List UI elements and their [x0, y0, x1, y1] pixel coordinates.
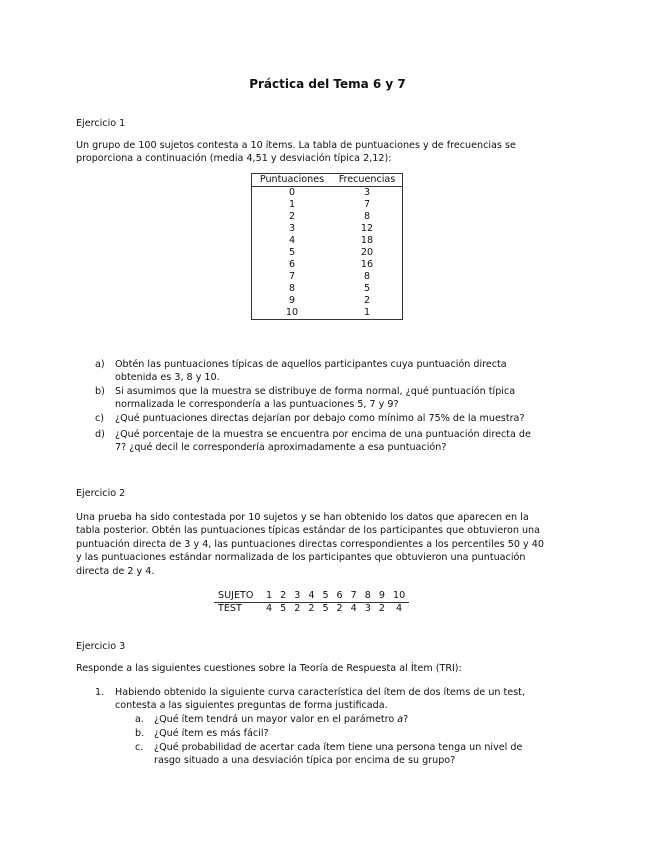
item-1-line-1: Habiendo obtenido la siguiente curva característica del ítem de dos ítems de un test,: [115, 687, 525, 698]
frecuencia-cell: 1: [363, 307, 371, 318]
frecuencia-cell: 2: [363, 295, 371, 306]
frecuencia-cell: 8: [363, 271, 371, 282]
sub-c-line-1: ¿Qué probabilidad de acertar cada ítem tiene una persona tenga un nivel de: [154, 742, 523, 753]
frecuencia-cell: 18: [360, 235, 374, 246]
question-c-marker: c): [95, 413, 105, 424]
test-cell: 2: [294, 603, 301, 614]
column-header-puntuaciones: Puntuaciones: [252, 174, 333, 187]
test-cell: 4: [266, 603, 273, 614]
sujeto-cell: 5: [318, 590, 332, 603]
test-cell: 2: [336, 603, 343, 614]
test-cell: 5: [322, 603, 329, 614]
test-cell: 5: [280, 603, 287, 614]
frequency-table-header: [252, 174, 403, 187]
subject-scores-table: [214, 590, 409, 615]
sub-a-marker: a.: [135, 714, 144, 725]
frecuencia-cell: 20: [360, 247, 374, 258]
table-row: [252, 271, 403, 283]
puntuacion-cell: 1: [288, 199, 296, 210]
table-row: [252, 211, 403, 223]
column-header-frecuencias: Frecuencias: [332, 174, 403, 187]
frecuencia-cell: 12: [360, 223, 374, 234]
frecuencia-cell: 8: [363, 211, 371, 222]
test-cell: 2: [308, 603, 315, 614]
question-d-line-1: ¿Qué porcentaje de la muestra se encuentra por encima de una puntuación directa de: [115, 429, 531, 440]
table-row: [252, 199, 403, 211]
sujeto-cell: 1: [262, 590, 276, 603]
test-cell: 2: [378, 603, 385, 614]
question-b-marker: b): [95, 386, 105, 397]
sujeto-cell: 10: [389, 590, 409, 603]
exercise-2-line-5: directa de 2 y 4.: [76, 566, 155, 577]
table-row: [252, 283, 403, 295]
puntuacion-cell: 7: [288, 271, 296, 282]
exercise-2-line-1: Una prueba ha sido contestada por 10 sujetos y se han obtenido los datos que aparecen en la: [76, 512, 529, 523]
puntuacion-cell: 3: [288, 223, 296, 234]
puntuacion-cell: 8: [288, 283, 296, 294]
table-row: [252, 295, 403, 307]
question-d-line-2: 7? ¿qué decil le correspondería aproximadamente a esa puntuación?: [115, 442, 447, 453]
question-d-marker: d): [95, 429, 105, 440]
item-1-line-2: contesta a las siguientes preguntas de forma justificada.: [115, 700, 388, 711]
puntuacion-cell: 5: [288, 247, 296, 258]
table-row: [252, 307, 403, 320]
frequency-table: [251, 173, 403, 320]
frecuencia-cell: 16: [360, 259, 374, 270]
frecuencia-cell: 5: [363, 283, 371, 294]
sub-a-post: ?: [403, 714, 409, 725]
sub-a-text: [154, 713, 578, 726]
puntuacion-cell: 9: [288, 295, 296, 306]
sujeto-row: [214, 590, 409, 603]
table-row: [252, 187, 403, 200]
exercise-1-heading: Ejercicio 1: [76, 118, 126, 129]
sujeto-cell: 6: [333, 590, 347, 603]
puntuacion-cell: 6: [288, 259, 296, 270]
item-1-number: 1.: [95, 687, 105, 698]
puntuacion-cell: 0: [288, 187, 296, 198]
sujeto-label: SUJETO: [214, 590, 262, 603]
sujeto-cell: 9: [375, 590, 389, 603]
sujeto-cell: 8: [361, 590, 375, 603]
sujeto-cell: 3: [290, 590, 304, 603]
test-cell: 3: [364, 603, 371, 614]
sub-b-marker: b.: [135, 728, 145, 739]
table-row: [252, 223, 403, 235]
exercise-1-intro-line-2: proporciona a continuación (media 4,51 y desviación típica 2,12):: [76, 153, 392, 164]
test-row: [214, 603, 409, 616]
exercise-2-line-2: tabla posterior. Obtén las puntuaciones típicas estándar de los participantes que obtuvieron una: [76, 525, 541, 536]
frecuencia-cell: 3: [363, 187, 371, 198]
question-a-line-1: Obtén las puntuaciones típicas de aquellos participantes cuya puntuación directa: [115, 359, 507, 370]
exercise-2-line-4: y las puntuaciones estándar normalizada de los participantes que obtuvieron una puntuación: [76, 552, 526, 563]
test-label: TEST: [218, 603, 242, 614]
puntuacion-cell: 10: [285, 307, 299, 318]
question-c-line-1: ¿Qué puntuaciones directas dejarían por debajo como mínimo al 75% de la muestra?: [115, 413, 525, 424]
sub-a-pre: ¿Qué ítem tendrá un mayor valor en el parámetro: [154, 714, 398, 725]
sujeto-cell: 2: [276, 590, 290, 603]
table-row: [252, 259, 403, 271]
parameter-a: a: [397, 714, 404, 725]
sub-c-line-2: rasgo situado a una desviación típica por encima de su grupo?: [154, 755, 456, 766]
sujeto-cell: 4: [304, 590, 318, 603]
exercise-3-intro: Responde a las siguientes cuestiones sobre la Teoría de Respuesta al Ítem (TRI):: [76, 663, 462, 674]
exercise-2-line-3: puntuación directa de 3 y 4, las puntuaciones directas correspondientes a los percentiles 50 y 40: [76, 539, 544, 550]
table-row: [252, 235, 403, 247]
table-row: [252, 247, 403, 259]
test-cell: 4: [350, 603, 357, 614]
test-cell: 4: [396, 603, 403, 614]
question-a-marker: a): [95, 359, 105, 370]
exercise-1-intro-line-1: Un grupo de 100 sujetos contesta a 10 ítems. La tabla de puntuaciones y de frecuencias se: [76, 140, 516, 151]
exercise-3-heading: Ejercicio 3: [76, 641, 126, 652]
frecuencia-cell: 7: [363, 199, 371, 210]
sub-b-text: ¿Qué ítem es más fácil?: [154, 728, 269, 739]
question-b-line-1: Si asumimos que la muestra se distribuye de forma normal, ¿qué puntuación típica: [115, 386, 516, 397]
puntuacion-cell: 4: [288, 235, 296, 246]
sub-c-marker: c.: [135, 742, 144, 753]
question-a-line-2: obtenida es 3, 8 y 10.: [115, 372, 220, 383]
sujeto-cell: 7: [347, 590, 361, 603]
puntuacion-cell: 2: [288, 211, 296, 222]
exercise-2-heading: Ejercicio 2: [76, 488, 126, 499]
question-b-line-2: normalizada le correspondería a las puntuaciones 5, 7 y 9?: [115, 399, 399, 410]
page-title: Práctica del Tema 6 y 7: [249, 77, 406, 91]
